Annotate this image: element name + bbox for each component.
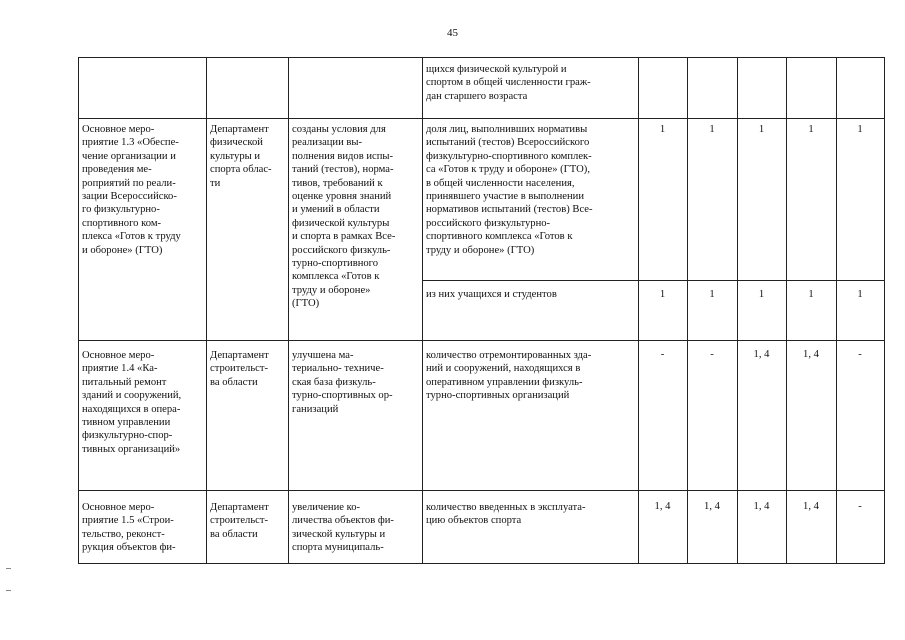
table-rule (78, 563, 885, 564)
value-cell: 1 (808, 289, 814, 300)
table-rule (78, 340, 885, 341)
table-rule (78, 57, 79, 564)
value-cell: 1 (857, 124, 863, 135)
table-rule (884, 57, 885, 564)
table-rule (78, 57, 885, 58)
measure-cell: Основное меро- приятие 1.4 «Ка- питальный ремонт зданий и сооружений, находящихся в опера- тивном управлении физкультурно-спор- тивных организаций» (82, 350, 182, 455)
page-number: 45 (447, 27, 458, 39)
table-rule (78, 118, 885, 119)
executor-cell: Департамент строительст- ва области (210, 350, 269, 388)
scan-mark (6, 590, 11, 591)
executor-cell: Департамент физической культуры и спорта облас- ти (210, 124, 272, 189)
indicator-cell: количество введенных в эксплуата- цию объектов спорта (426, 502, 586, 527)
value-cell: 1 (709, 289, 715, 300)
indicator-cell: доля лиц, выполнивших нормативы испытаний (тестов) Всероссийского физкультурно-спортивного комплек- са «Готов к труду и обороне» (ГТО), в общей численности населения, принявшего участие в выполнении нормативов испытаний (тестов) Все- российского физкультурно- спортивного комплекса «Готов к труду и обороне» (ГТО) (426, 124, 593, 256)
value-cell: 1 (758, 124, 765, 135)
table-rule (288, 57, 289, 564)
executor-cell: Департамент строительст- ва области (210, 502, 269, 540)
value-cell: 1 (808, 124, 814, 135)
indicator-cell: из них учащихся и студентов (426, 289, 557, 300)
value-cell: - (858, 349, 862, 360)
value-cell: 1, 4 (753, 349, 770, 360)
value-cell: 1, 4 (654, 501, 671, 512)
scan-mark (6, 568, 11, 569)
table-rule (78, 490, 885, 491)
measure-cell: Основное меро- приятие 1.5 «Строи- тельство, реконст- рукция объектов фи- (82, 502, 176, 554)
result-cell: созданы условия для реализации вы- полнения видов испы- таний (тестов), норма- тивов, требований к оценке уровня знаний и умений в области физической культуры и спорта в рамках Все- российского физкуль- турно-спортивного комплекса «Готов к труду и обороне» (ГТО) (292, 124, 396, 310)
table-rule (206, 57, 207, 564)
table-rule (422, 57, 423, 564)
value-cell: - (858, 501, 862, 512)
indicator-cell: щихся физической культурой и спортом в общей численности граж- дан старшего возраста (426, 64, 591, 102)
value-cell: 1, 4 (803, 501, 819, 512)
value-cell: - (660, 349, 665, 360)
table-rule (422, 280, 885, 281)
value-cell: 1, 4 (803, 349, 819, 360)
value-cell: 1 (659, 289, 666, 300)
value-cell: 1 (758, 289, 765, 300)
value-cell: 1 (709, 124, 715, 135)
measure-cell: Основное меро- приятие 1.3 «Обеспе- чение организации и проведения ме- роприятий по реали- зации Всероссийско- го физкультурно- спортивного ком- плекса «Готов к труду и обороне» (ГТО) (82, 124, 181, 256)
result-cell: улучшена ма- териально- техниче- ская база физкуль- турно-спортивных ор- ганизаций (292, 350, 393, 415)
value-cell: 1 (857, 289, 863, 300)
value-cell: - (710, 349, 714, 360)
value-cell: 1, 4 (704, 501, 720, 512)
result-cell: увеличение ко- личества объектов фи- зической культуры и спорта муниципаль- (292, 502, 394, 554)
indicator-cell: количество отремонтированных зда- ний и сооружений, находящихся в оперативном управлении физкуль- турно-спортивных организаций (426, 350, 592, 402)
value-cell: 1 (659, 124, 666, 135)
value-cell: 1, 4 (753, 501, 770, 512)
